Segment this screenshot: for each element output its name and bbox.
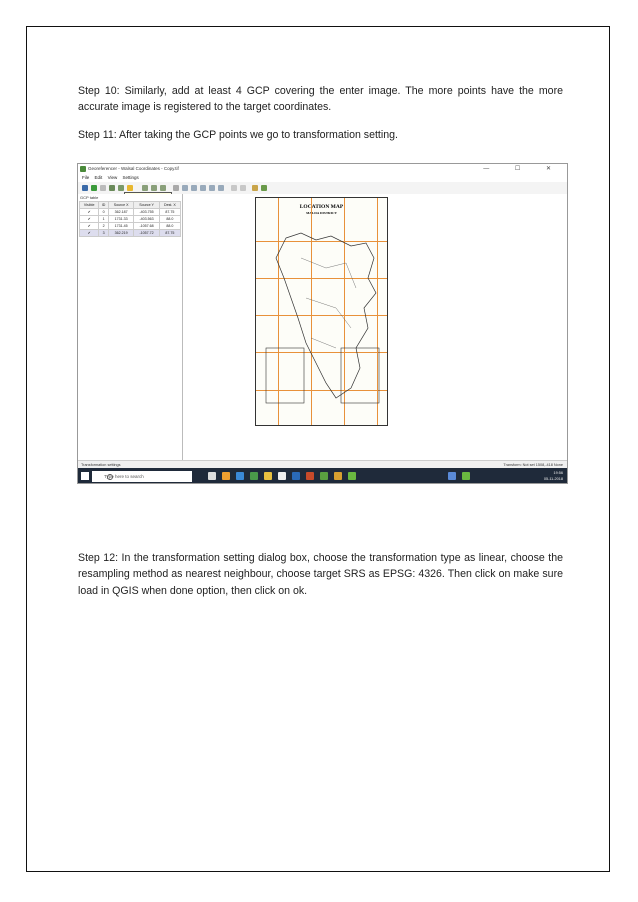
start-georeferencing-icon[interactable] bbox=[91, 185, 97, 191]
task-view-icon[interactable] bbox=[208, 472, 216, 480]
table-row[interactable] bbox=[80, 209, 181, 216]
table-cell: 1 bbox=[99, 216, 108, 223]
excel-icon[interactable] bbox=[250, 472, 258, 480]
col-header[interactable]: Source Y bbox=[134, 202, 159, 209]
zoom-layer-icon[interactable] bbox=[200, 185, 206, 191]
open-raster-icon[interactable] bbox=[82, 185, 88, 191]
map-canvas[interactable] bbox=[183, 194, 568, 460]
table-cell: 3 bbox=[99, 230, 108, 237]
status-message: Transformation settings bbox=[81, 463, 121, 467]
location-map-image bbox=[255, 197, 388, 426]
table-cell: 362.187 bbox=[108, 209, 134, 216]
gcp-table-panel bbox=[78, 194, 183, 460]
table-cell: 87.75 bbox=[159, 209, 180, 216]
col-header[interactable]: Visible bbox=[80, 202, 99, 209]
local-stretch-icon[interactable] bbox=[261, 185, 267, 191]
powerpoint-icon[interactable] bbox=[306, 472, 314, 480]
edge-icon[interactable] bbox=[236, 472, 244, 480]
pan-icon[interactable] bbox=[173, 185, 179, 191]
transformation-settings-icon[interactable] bbox=[127, 185, 133, 191]
col-header[interactable]: Dest. X bbox=[159, 202, 180, 209]
visible-check[interactable]: ✔ bbox=[80, 209, 99, 216]
move-point-icon[interactable] bbox=[160, 185, 166, 191]
table-cell: -403.755 bbox=[134, 209, 159, 216]
chrome-icon[interactable] bbox=[222, 472, 230, 480]
taskbar-search-placeholder: Type here to search bbox=[104, 474, 144, 479]
step-11-text: Step 11: After taking the GCP points we go to transformation setting. bbox=[78, 128, 398, 141]
step-10-text: Step 10: Similarly, add at least 4 GCP covering the enter image. The more points have the more accurate image is registered to the target coordinates. bbox=[78, 84, 563, 114]
visible-check[interactable]: ✔ bbox=[80, 230, 99, 237]
georeferencer-screenshot bbox=[77, 163, 568, 484]
col-header[interactable]: Source X bbox=[108, 202, 134, 209]
taskbar-search[interactable] bbox=[92, 471, 192, 482]
windows-taskbar bbox=[78, 468, 567, 484]
status-coordinates: Transform: Not set 1508,-418 None bbox=[503, 463, 563, 467]
generate-script-icon[interactable] bbox=[100, 185, 106, 191]
load-gcp-icon[interactable] bbox=[109, 185, 115, 191]
district-outline bbox=[256, 198, 388, 426]
store-icon[interactable] bbox=[278, 472, 286, 480]
table-row[interactable] bbox=[80, 230, 181, 237]
zoom-next-icon[interactable] bbox=[218, 185, 224, 191]
gcp-table bbox=[79, 201, 181, 237]
zoom-in-icon[interactable] bbox=[182, 185, 188, 191]
table-cell: 362.219 bbox=[108, 230, 134, 237]
menu-file[interactable]: File bbox=[82, 175, 90, 180]
zoom-last-icon[interactable] bbox=[209, 185, 215, 191]
qgis-icon[interactable] bbox=[320, 472, 328, 480]
app-icon bbox=[80, 166, 86, 172]
histogram-stretch-icon[interactable] bbox=[252, 185, 258, 191]
table-cell: 2 bbox=[99, 223, 108, 230]
table-cell: 88.0 bbox=[159, 216, 180, 223]
clock-date: 05-11-2018 bbox=[543, 477, 563, 481]
table-cell: 0 bbox=[99, 209, 108, 216]
table-row[interactable] bbox=[80, 223, 181, 230]
clock-time: 19:56 bbox=[553, 471, 563, 475]
georeferencer-icon[interactable] bbox=[348, 472, 356, 480]
table-cell: 1731.45 bbox=[108, 223, 134, 230]
word-icon[interactable] bbox=[292, 472, 300, 480]
visible-check[interactable]: ✔ bbox=[80, 223, 99, 230]
taskbar-clock[interactable] bbox=[544, 470, 563, 482]
window-controls[interactable]: — ☐ ✕ bbox=[483, 166, 563, 172]
visible-check[interactable]: ✔ bbox=[80, 216, 99, 223]
file-explorer-icon[interactable] bbox=[264, 472, 272, 480]
menu-bar bbox=[78, 174, 567, 182]
table-header-row bbox=[80, 202, 181, 209]
table-cell: 88.0 bbox=[159, 223, 180, 230]
table-cell: -1057.72 bbox=[134, 230, 159, 237]
add-point-icon[interactable] bbox=[142, 185, 148, 191]
table-cell: 87.75 bbox=[159, 230, 180, 237]
table-row[interactable] bbox=[80, 216, 181, 223]
table-cell: -403.563 bbox=[134, 216, 159, 223]
tray-app-icon[interactable] bbox=[448, 472, 456, 480]
save-gcp-icon[interactable] bbox=[118, 185, 124, 191]
search-icon bbox=[107, 474, 113, 480]
menu-edit[interactable]: Edit bbox=[94, 175, 103, 180]
table-cell: 1731.33 bbox=[108, 216, 134, 223]
menu-view[interactable]: View bbox=[107, 175, 118, 180]
menu-settings[interactable]: Settings bbox=[122, 175, 139, 180]
step-12-text: Step 12: In the transformation setting dialog box, choose the transformation type as linear, choose the resampling method as nearest neighbour, choose target SRS as EPSG: 4326. Then click on make sure load in QGIS when done option, then click on ok. bbox=[78, 551, 563, 597]
window-titlebar bbox=[78, 164, 567, 174]
map-subtitle: MALDA DISTRICT bbox=[306, 211, 337, 215]
map-title: LOCATION MAP bbox=[299, 204, 344, 210]
table-cell: -1057.68 bbox=[134, 223, 159, 230]
tray-qgis-icon[interactable] bbox=[462, 472, 470, 480]
window-title: Georeferencer - Walsal Coordinates - Copy.tif bbox=[88, 166, 179, 171]
link-georeferencer-icon[interactable] bbox=[231, 185, 237, 191]
delete-point-icon[interactable] bbox=[151, 185, 157, 191]
zoom-out-icon[interactable] bbox=[191, 185, 197, 191]
link-qgis-icon[interactable] bbox=[240, 185, 246, 191]
chrome-icon[interactable] bbox=[334, 472, 342, 480]
gcp-table-label: GCP table bbox=[80, 195, 99, 200]
col-header[interactable]: ID bbox=[99, 202, 108, 209]
windows-start-icon[interactable] bbox=[81, 472, 89, 480]
